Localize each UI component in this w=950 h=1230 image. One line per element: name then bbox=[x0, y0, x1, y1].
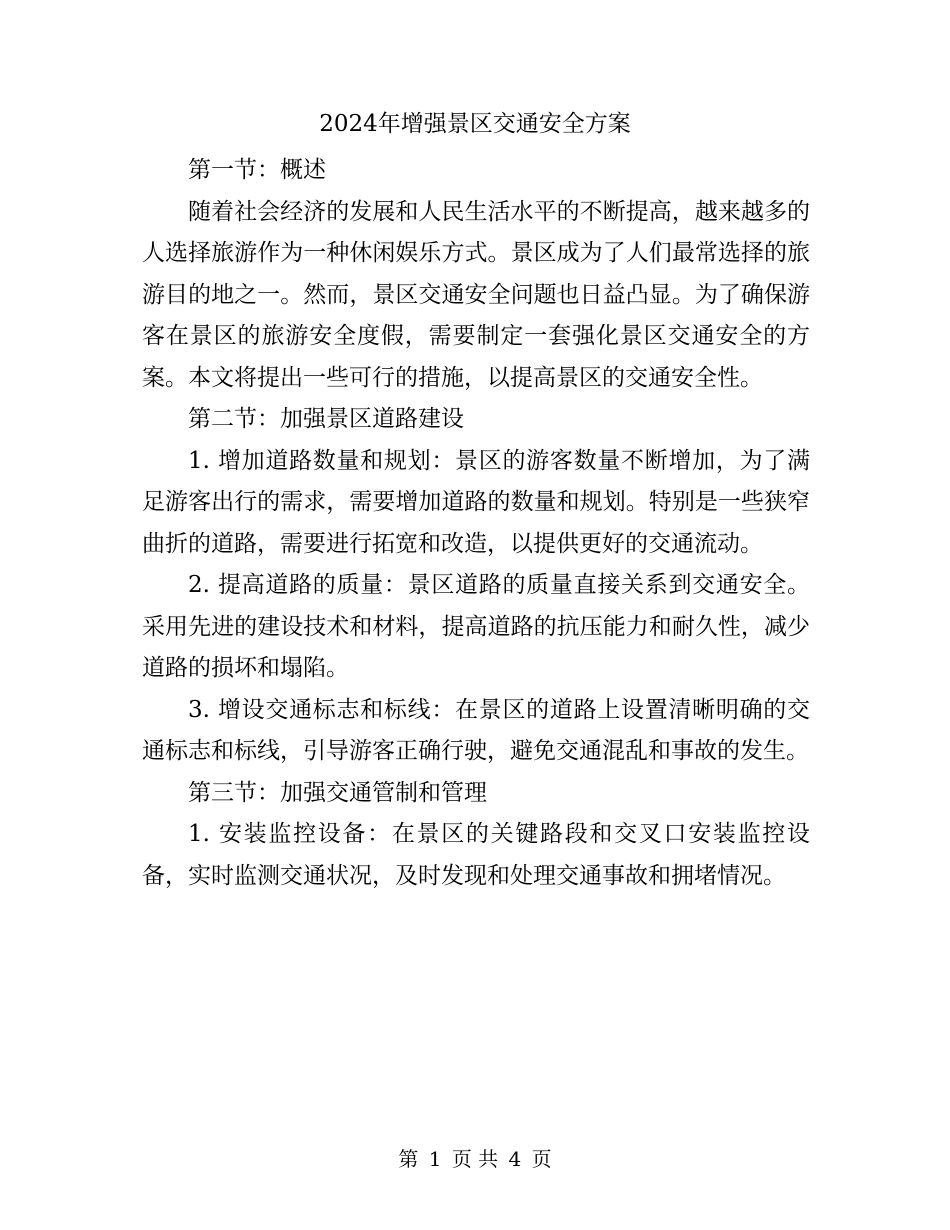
section-heading: 第一节：概述 bbox=[188, 157, 326, 183]
document-body bbox=[142, 150, 810, 897]
list-item-paragraph: 3. 增设交通标志和标线：在景区的道路上设置清晰明确的交通标志和标线，引导游客正确行驶，避免交通混乱和事故的发生。 bbox=[142, 696, 810, 764]
section-heading: 第三节：加强交通管制和管理 bbox=[188, 779, 487, 806]
page-label-suffix: 页 bbox=[531, 1147, 552, 1171]
current-page-number: 1 bbox=[428, 1147, 442, 1171]
list-item-paragraph: 1. 增加道路数量和规划：景区的游客数量不断增加，为了满足游客出行的需求，需要增加道路的数量和规划。特别是一些狭窄曲折的道路，需要进行拓宽和改造，以提供更好的交通流动。 bbox=[142, 447, 810, 557]
page-footer bbox=[0, 1145, 950, 1173]
total-pages-number: 4 bbox=[508, 1147, 522, 1171]
page-label-prefix: 第 bbox=[398, 1147, 419, 1171]
page-label-mid: 页 共 bbox=[451, 1147, 499, 1171]
section-heading: 第二节：加强景区道路建设 bbox=[188, 406, 464, 432]
document-title: 2024年增强景区交通安全方案 bbox=[319, 111, 631, 137]
list-item-paragraph: 1. 安装监控设备：在景区的关键路段和交叉口安装监控设备，实时监测交通状况，及时发现和处理交通事故和拥堵情况。 bbox=[142, 821, 810, 889]
list-item-paragraph: 2. 提高道路的质量：景区道路的质量直接关系到交通安全。采用先进的建设技术和材料，提高道路的抗压能力和耐久性，减少道路的损坏和塌陷。 bbox=[142, 572, 810, 681]
body-paragraph: 随着社会经济的发展和人民生活水平的不断提高，越来越多的人选择旅游作为一种休闲娱乐方式。景区成为了人们最常选择的旅游目的地之一。然而，景区交通安全问题也日益凸显。为了确保游客在景区的旅游安全度假，需要制定一套强化景区交通安全的方案。本文将提出一些可行的措施，以提高景区的交通安全性。 bbox=[142, 198, 810, 391]
